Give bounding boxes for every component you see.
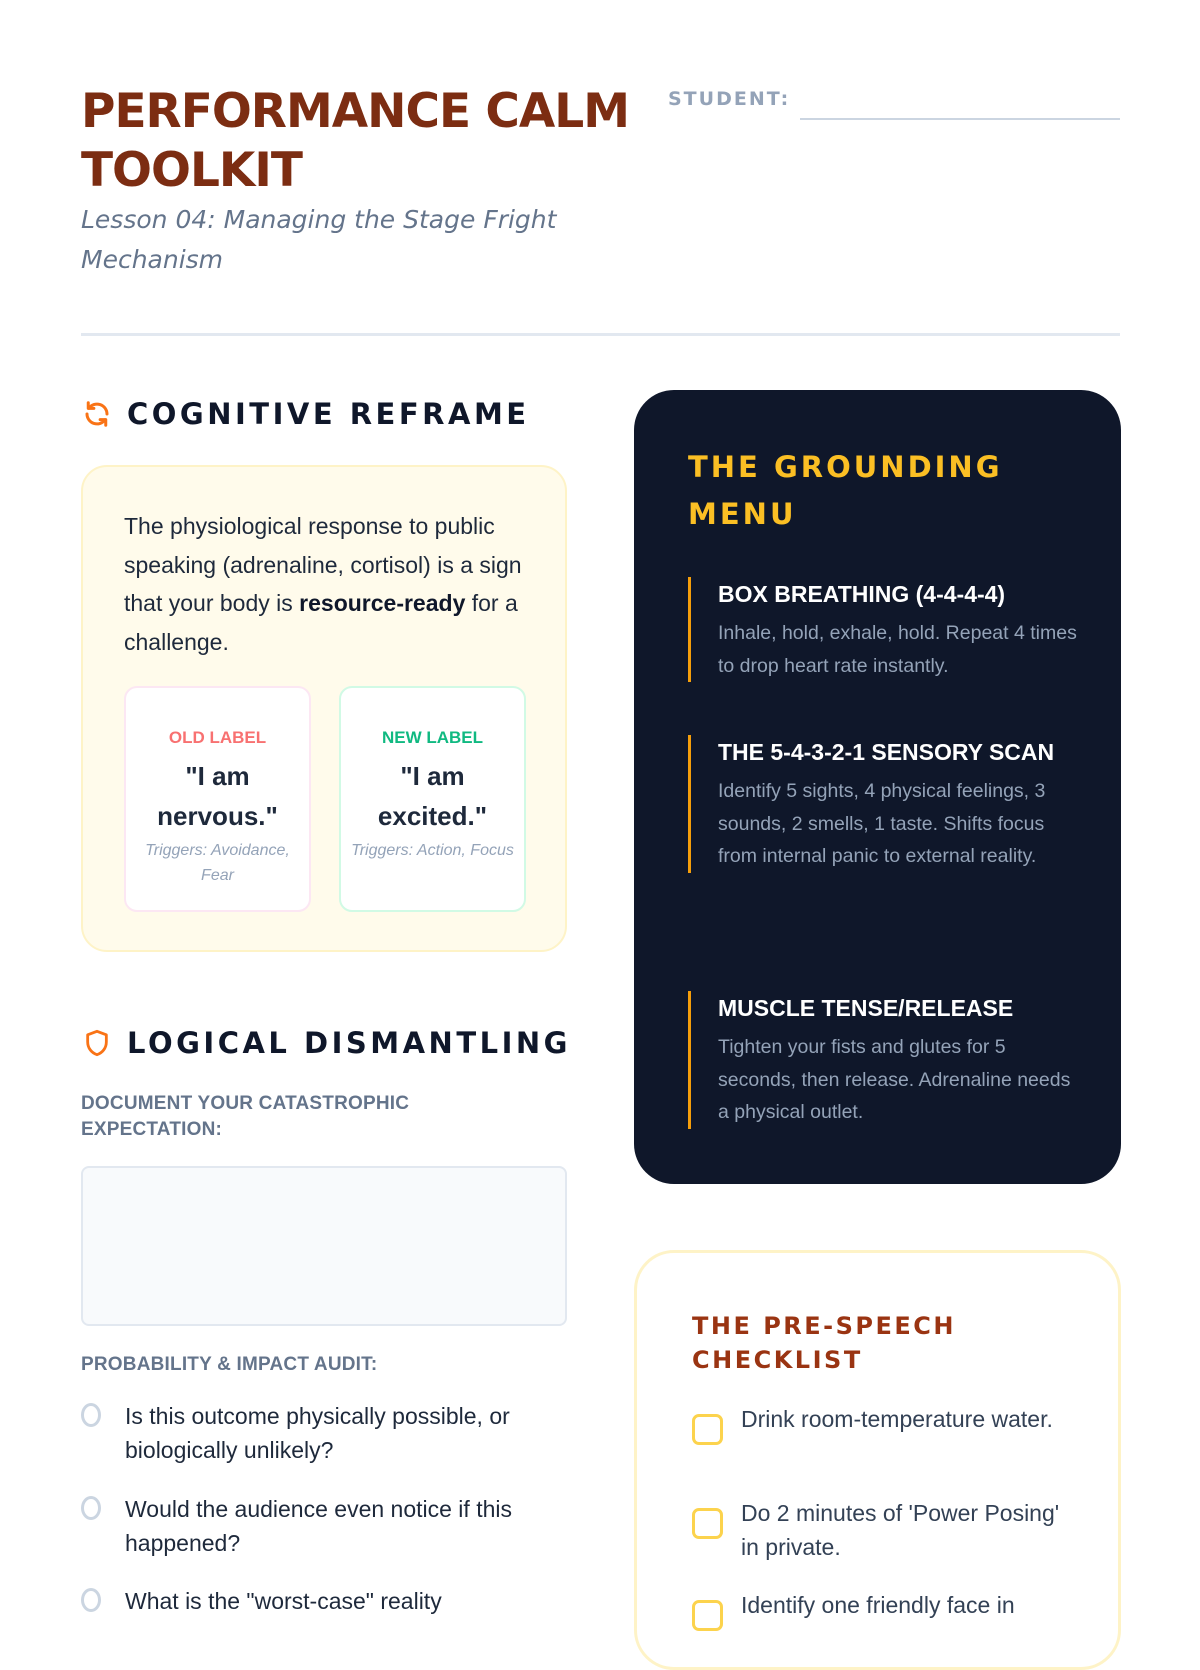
audit-item[interactable] <box>81 1399 571 1467</box>
pre-speech-checklist-card <box>634 1250 1121 1670</box>
audit-item-text: Would the audience even notice if this happened? <box>125 1496 512 1556</box>
checkbox[interactable] <box>692 1414 723 1445</box>
radio-button[interactable] <box>81 1588 101 1612</box>
grounding-menu-title: THE GROUNDING MENU <box>688 450 1003 531</box>
cognitive-reframe-heading <box>81 397 530 431</box>
student-label: STUDENT: <box>668 88 791 110</box>
old-label-quote: "I am nervous." <box>157 761 278 831</box>
audit-item-text: Is this outcome physically possible, or biologically unlikely? <box>125 1403 510 1463</box>
checklist-item[interactable] <box>692 1402 1072 1445</box>
page-subtitle: Lesson 04: Managing the Stage Fright Mechanism <box>81 205 557 274</box>
audit-item-text: What is the "worst-case" reality <box>125 1588 442 1614</box>
new-label-quote: "I am excited." <box>377 761 488 831</box>
checklist-item-text: Drink room-temperature water. <box>741 1406 1053 1432</box>
audit-label: PROBABILITY & IMPACT AUDIT: <box>81 1354 378 1375</box>
checkbox[interactable] <box>692 1600 723 1631</box>
checklist-item-text: Do 2 minutes of 'Power Posing' in private. <box>741 1500 1060 1560</box>
section-title: LOGICAL DISMANTLING <box>127 1026 571 1060</box>
grounding-menu-card <box>634 390 1121 1184</box>
reframe-text: The physiological response to public speaking (adrenaline, cortisol) is a sign that your body is resource-ready for a challenge. <box>124 513 522 655</box>
header-divider <box>81 333 1120 336</box>
old-label-card <box>124 686 311 912</box>
audit-item[interactable] <box>81 1492 571 1560</box>
new-label-triggers: Triggers: Action, Focus <box>351 842 514 859</box>
grounding-item-desc: Tighten your fists and glutes for 5 seconds, then release. Adrenaline needs a physical outlet. <box>718 1036 1071 1123</box>
radio-button[interactable] <box>81 1496 101 1520</box>
catastrophic-expectation-label: DOCUMENT YOUR CATASTROPHIC EXPECTATION: <box>81 1093 410 1140</box>
grounding-item-desc: Inhale, hold, exhale, hold. Repeat 4 times to drop heart rate instantly. <box>718 622 1077 677</box>
checklist-title: THE PRE-SPEECH CHECKLIST <box>692 1312 956 1374</box>
checklist-item[interactable] <box>692 1588 1072 1631</box>
grounding-item <box>688 735 1078 873</box>
grounding-item <box>688 991 1078 1129</box>
grounding-item-title: MUSCLE TENSE/RELEASE <box>718 995 1014 1021</box>
reframe-card <box>81 465 567 952</box>
grounding-item-title: THE 5-4-3-2-1 SENSORY SCAN <box>718 739 1055 765</box>
grounding-item-title: BOX BREATHING (4-4-4-4) <box>718 581 1006 607</box>
grounding-item <box>688 577 1078 682</box>
student-name-field[interactable] <box>800 118 1120 120</box>
section-title: COGNITIVE REFRAME <box>127 397 530 431</box>
grounding-item-desc: Identify 5 sights, 4 physical feelings, 3 sounds, 2 smells, 1 taste. Shifts focus from internal panic to external reality. <box>718 780 1046 867</box>
checklist-item[interactable] <box>692 1496 1072 1564</box>
shield-icon <box>81 1027 113 1059</box>
old-label-tag: OLD LABEL <box>168 728 267 747</box>
checkbox[interactable] <box>692 1508 723 1539</box>
catastrophic-expectation-input[interactable] <box>81 1166 567 1326</box>
new-label-card <box>339 686 526 912</box>
radio-button[interactable] <box>81 1403 101 1427</box>
page-title: PERFORMANCE CALM TOOLKIT <box>81 84 630 198</box>
checklist-item-text: Identify one friendly face in <box>741 1592 1015 1618</box>
new-label-tag: NEW LABEL <box>381 728 484 747</box>
old-label-triggers: Triggers: Avoidance, Fear <box>145 842 290 884</box>
logical-dismantling-heading <box>81 1026 571 1060</box>
audit-item[interactable] <box>81 1584 571 1618</box>
refresh-icon <box>81 398 113 430</box>
